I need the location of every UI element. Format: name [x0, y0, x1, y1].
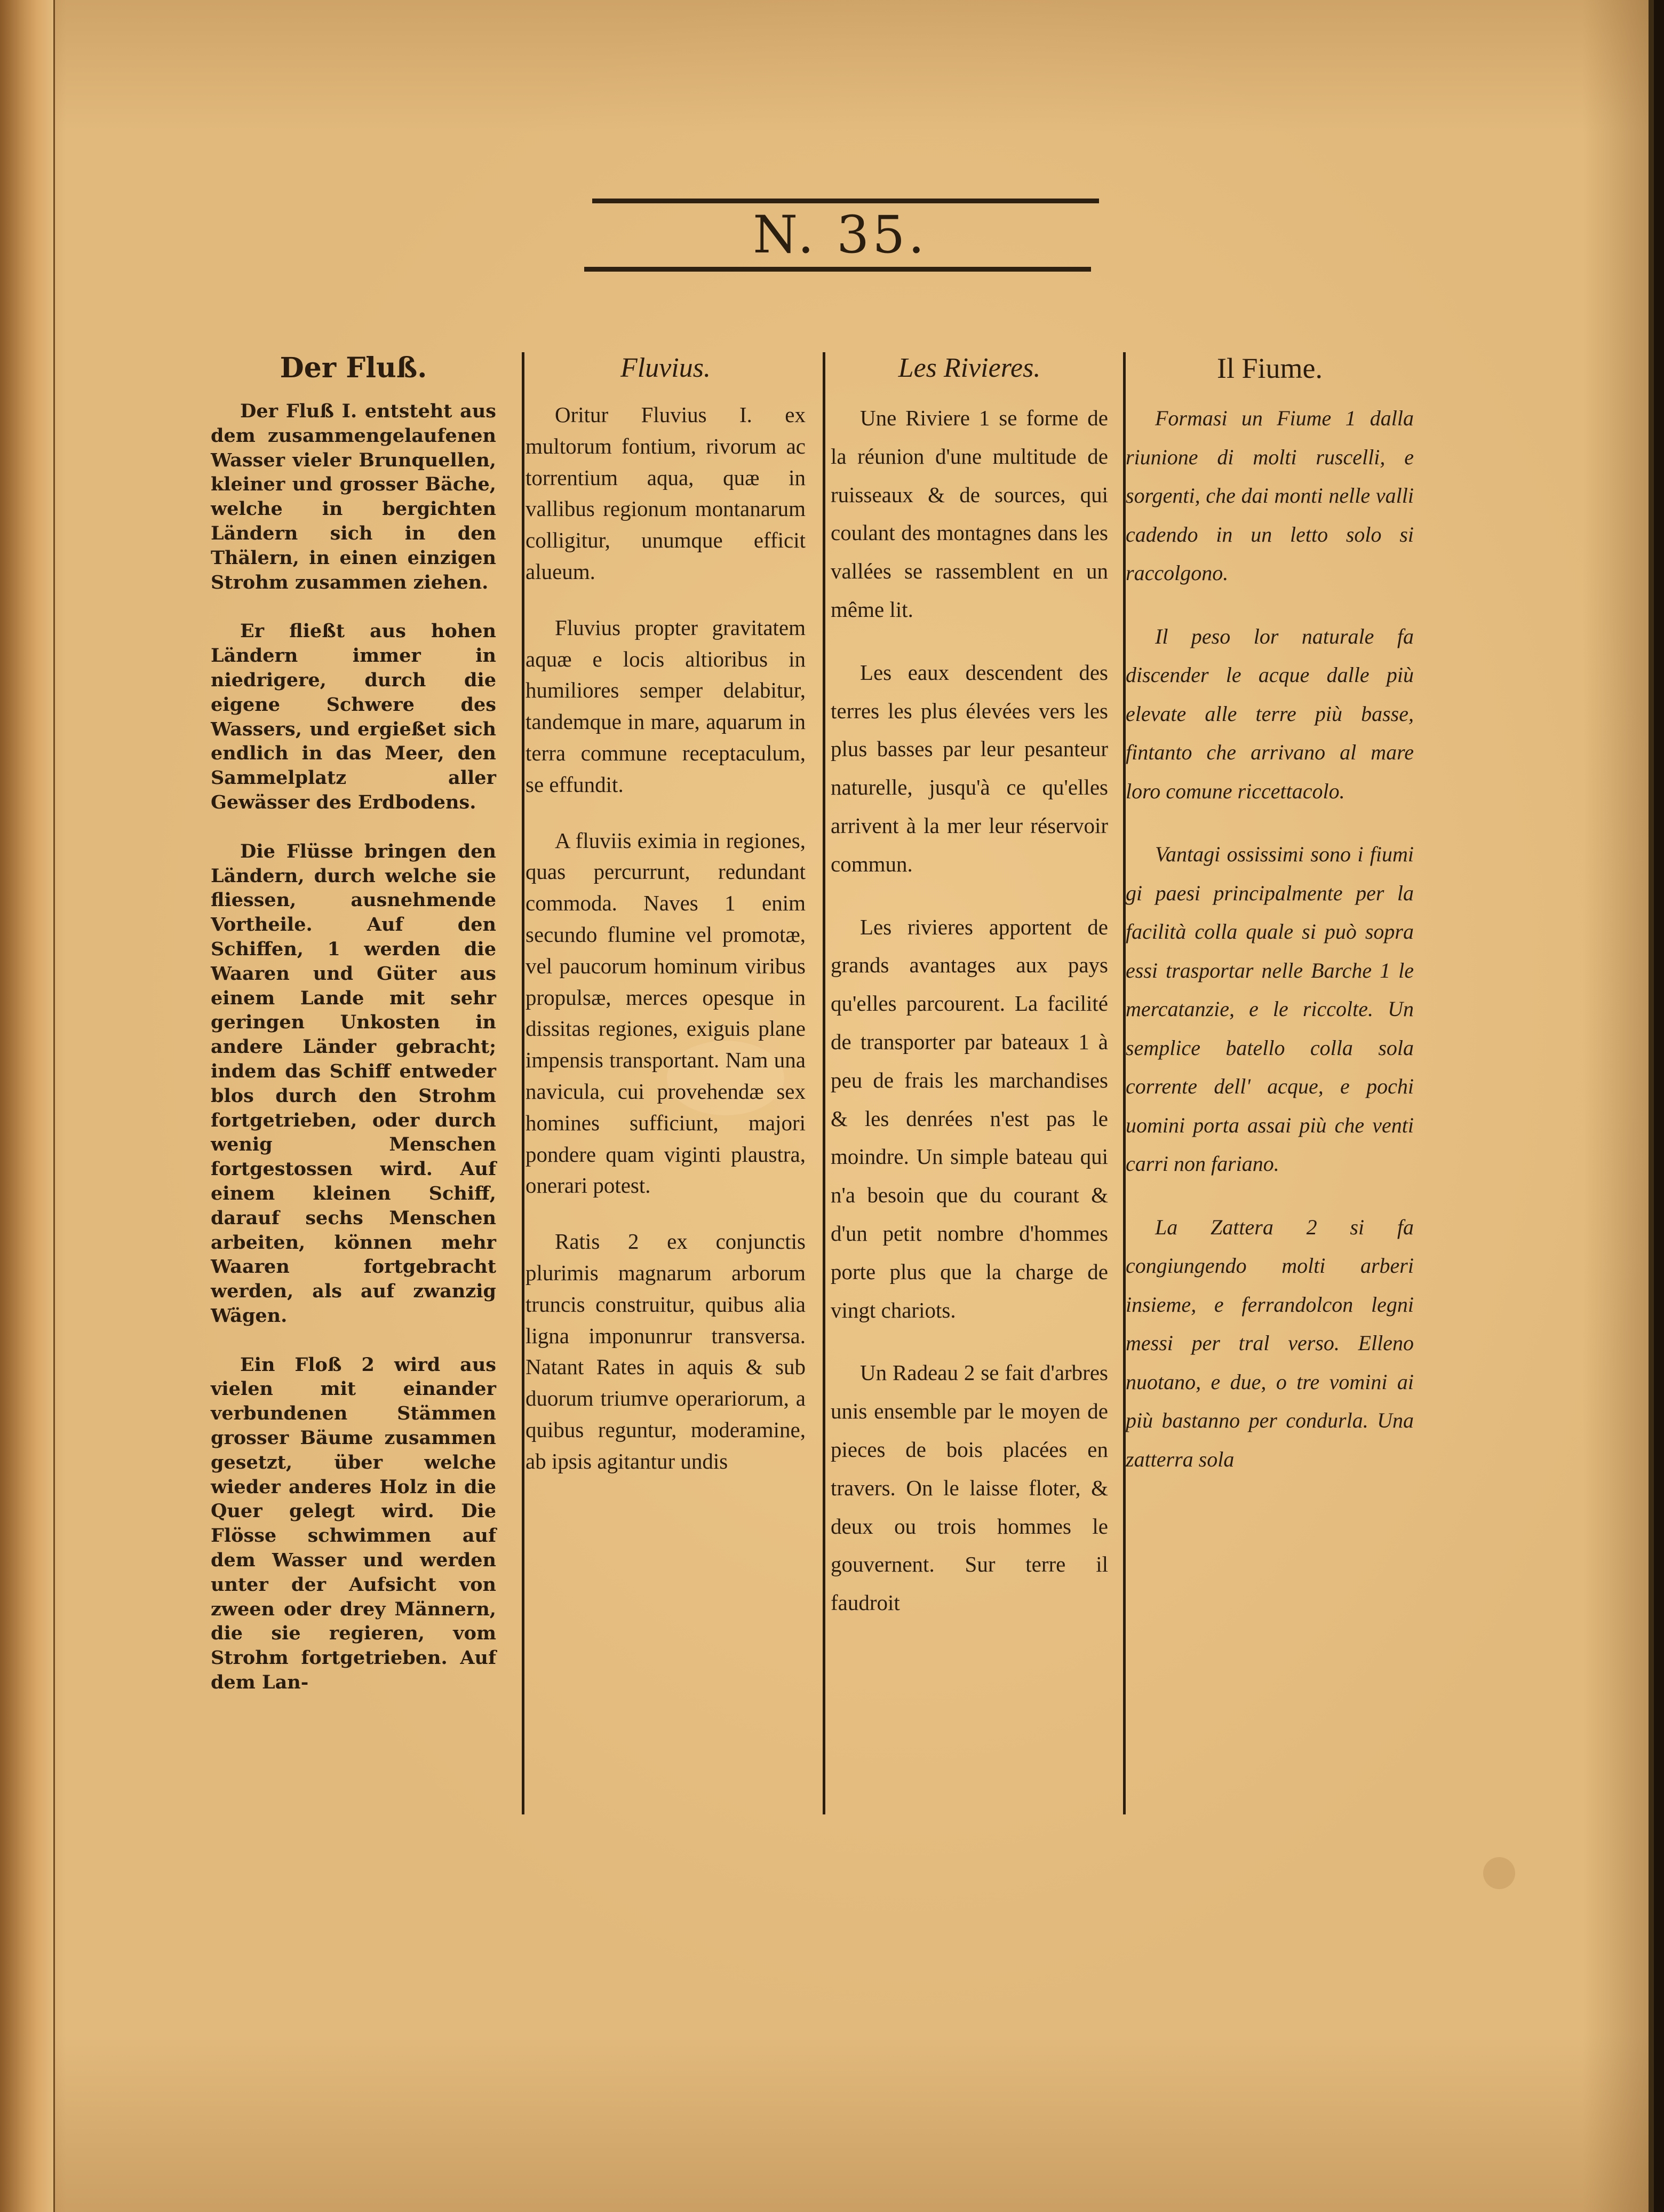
paragraph: Er fließt aus hohen Ländern immer in niedrigere, durch die eigene Schwere des Wassers, und ergießet sich endlich in das Meer, den Sammelplatz aller Gewässer des Erdbodens. [211, 620, 496, 813]
paragraph: Ein Floß 2 wird aus vielen mit einander verbundenen Stämmen grosser Bäume zusammen gesetzt, über welche wieder anderes Holz in die Quer gelegt wird. Die Flösse schwimmen auf dem Wasser und werden unter der Aufsicht von zween oder drey Männern, die sie regieren, vom Strohm fortgetrieben. Auf dem Lan- [211, 1353, 496, 1694]
column-latin [526, 347, 806, 1502]
column-french [831, 347, 1108, 1647]
column-title: Les Rivieres. [898, 353, 1041, 383]
paragraph: Un Radeau 2 se fait d'arbres unis ensemble par le moyen de pieces de bois placées en travers. On le laisse floter, & deux ou trois hommes le gouvernent. Sur terre il faudroit [831, 1360, 1108, 1615]
paragraph: Les eaux descendent des terres les plus élevées vers les plus basses par leur pesanteur naturelle, jusqu'à ce qu'elles arrivent à la mer leur réservoir commun. [831, 660, 1108, 876]
paragraph: Les rivieres apportent de grands avantages aux pays qu'elles parcourent. La facilité de transporter par bateaux 1 à peu de frais les marchandises & les denrées n'est pas le moindre. Un simple bateau qui n'a besoin que du courant & d'un petit nombre d'hommes porte plus que la charge de vingt chariots. [831, 914, 1108, 1322]
paragraph: A fluviis eximia in regiones, quas percurrunt, redundant commoda. Naves 1 enim secundo flumine vel promotæ, vel paucorum hominum viribus propulsæ, merces opesque in dissitas regiones, exiguis plane impensis transportant. Nam una navicula, cui provehendæ sex homines sufficiunt, majori pondere quam viginti plaustra, onerari potest. [526, 828, 806, 1198]
paragraph: Oritur Fluvius I. ex multorum fontium, rivorum ac torrentium aqua, quæ in vallibus regionum montanarum colligitur, unumque efficit alueum. [526, 402, 806, 584]
paragraph: Die Flüsse bringen den Ländern, durch welche sie fliessen, ausnehmende Vortheile. Auf den Schiffen, 1 werden die Waaren und Güter aus einem Lande mit sehr geringen Unkosten in andere Länder gebracht; indem das Schiff entweder blos durch den Strohm fortgetrieben, oder durch wenig Menschen fortgestossen wird. Auf einem kleinen Schiff, darauf sechs Menschen arbeiten, können mehr Waaren fortgebracht werden, als auf zwanzig Wägen. [211, 840, 496, 1327]
column-divider [522, 352, 524, 1814]
page-number-heading: N. 35. [753, 205, 928, 265]
column-title: Fluvius. [620, 353, 711, 383]
paragraph: Fluvius propter gravitatem aquæ e locis altioribus in humiliores semper delabitur, tandemque in mare, aquarum in terra commune receptaculum, se effundit. [526, 615, 806, 797]
column-german [211, 347, 496, 1719]
paragraph: Formasi un Fiume 1 dalla riunione di molti ruscelli, e sorgenti, che dai monti nelle valli cadendo in un letto solo si raccolgono. [1126, 406, 1414, 585]
paragraph: Der Fluß I. entsteht aus dem zusammengelaufenen Wasser vieler Brunquellen, kleiner und grosser Bäche, welche in bergichten Ländern sich in den Thälern, in einen einzigen Strohm zusammen ziehen. [211, 400, 496, 593]
page-binding-edge [0, 0, 55, 2212]
column-title: Il Fiume. [1217, 352, 1323, 384]
paragraph: Vantagi ossissimi sono i fiumi gi paesi principalmente per la facilità colla quale si può sopra essi trasportar nelle Barche 1 le mercatanzie, e le riccolte. Un semplice batello colla sola corrente dell' acque, e pochi uomini porta assai più che venti carri non fariano. [1126, 842, 1414, 1176]
paragraph: Une Riviere 1 se forme de la réunion d'une multitude de ruisseaux & de sources, qui coulant des montagnes dans les vallées se rassemblent en un même lit. [831, 406, 1108, 622]
column-title: Der Fluß. [280, 352, 427, 384]
column-divider [823, 352, 825, 1814]
header-rule-bottom [584, 267, 1091, 272]
paragraph: La Zattera 2 si fa congiungendo molti arberi insieme, e ferrandolcon legni messi per tral verso. Elleno nuotano, e due, o tre vomini ai più bastanno per condurla. Una zatterra sola [1126, 1215, 1414, 1471]
paragraph: Ratis 2 ex conjunctis plurimis magnarum arborum truncis construitur, quibus alia ligna imponunrur transversa. Natant Rates in aquis & sub duorum triumve operariorum, a quibus reguntur, moderamine, ab ipsis agitantur undis [526, 1229, 806, 1473]
paragraph: Il peso lor naturale fa discender le acque dalle più elevate alle terre più basse, fintanto che arrivano al mare loro comune riccettacolo. [1126, 624, 1414, 803]
paper-stain [1483, 1857, 1515, 1889]
column-italian [1126, 347, 1414, 1503]
